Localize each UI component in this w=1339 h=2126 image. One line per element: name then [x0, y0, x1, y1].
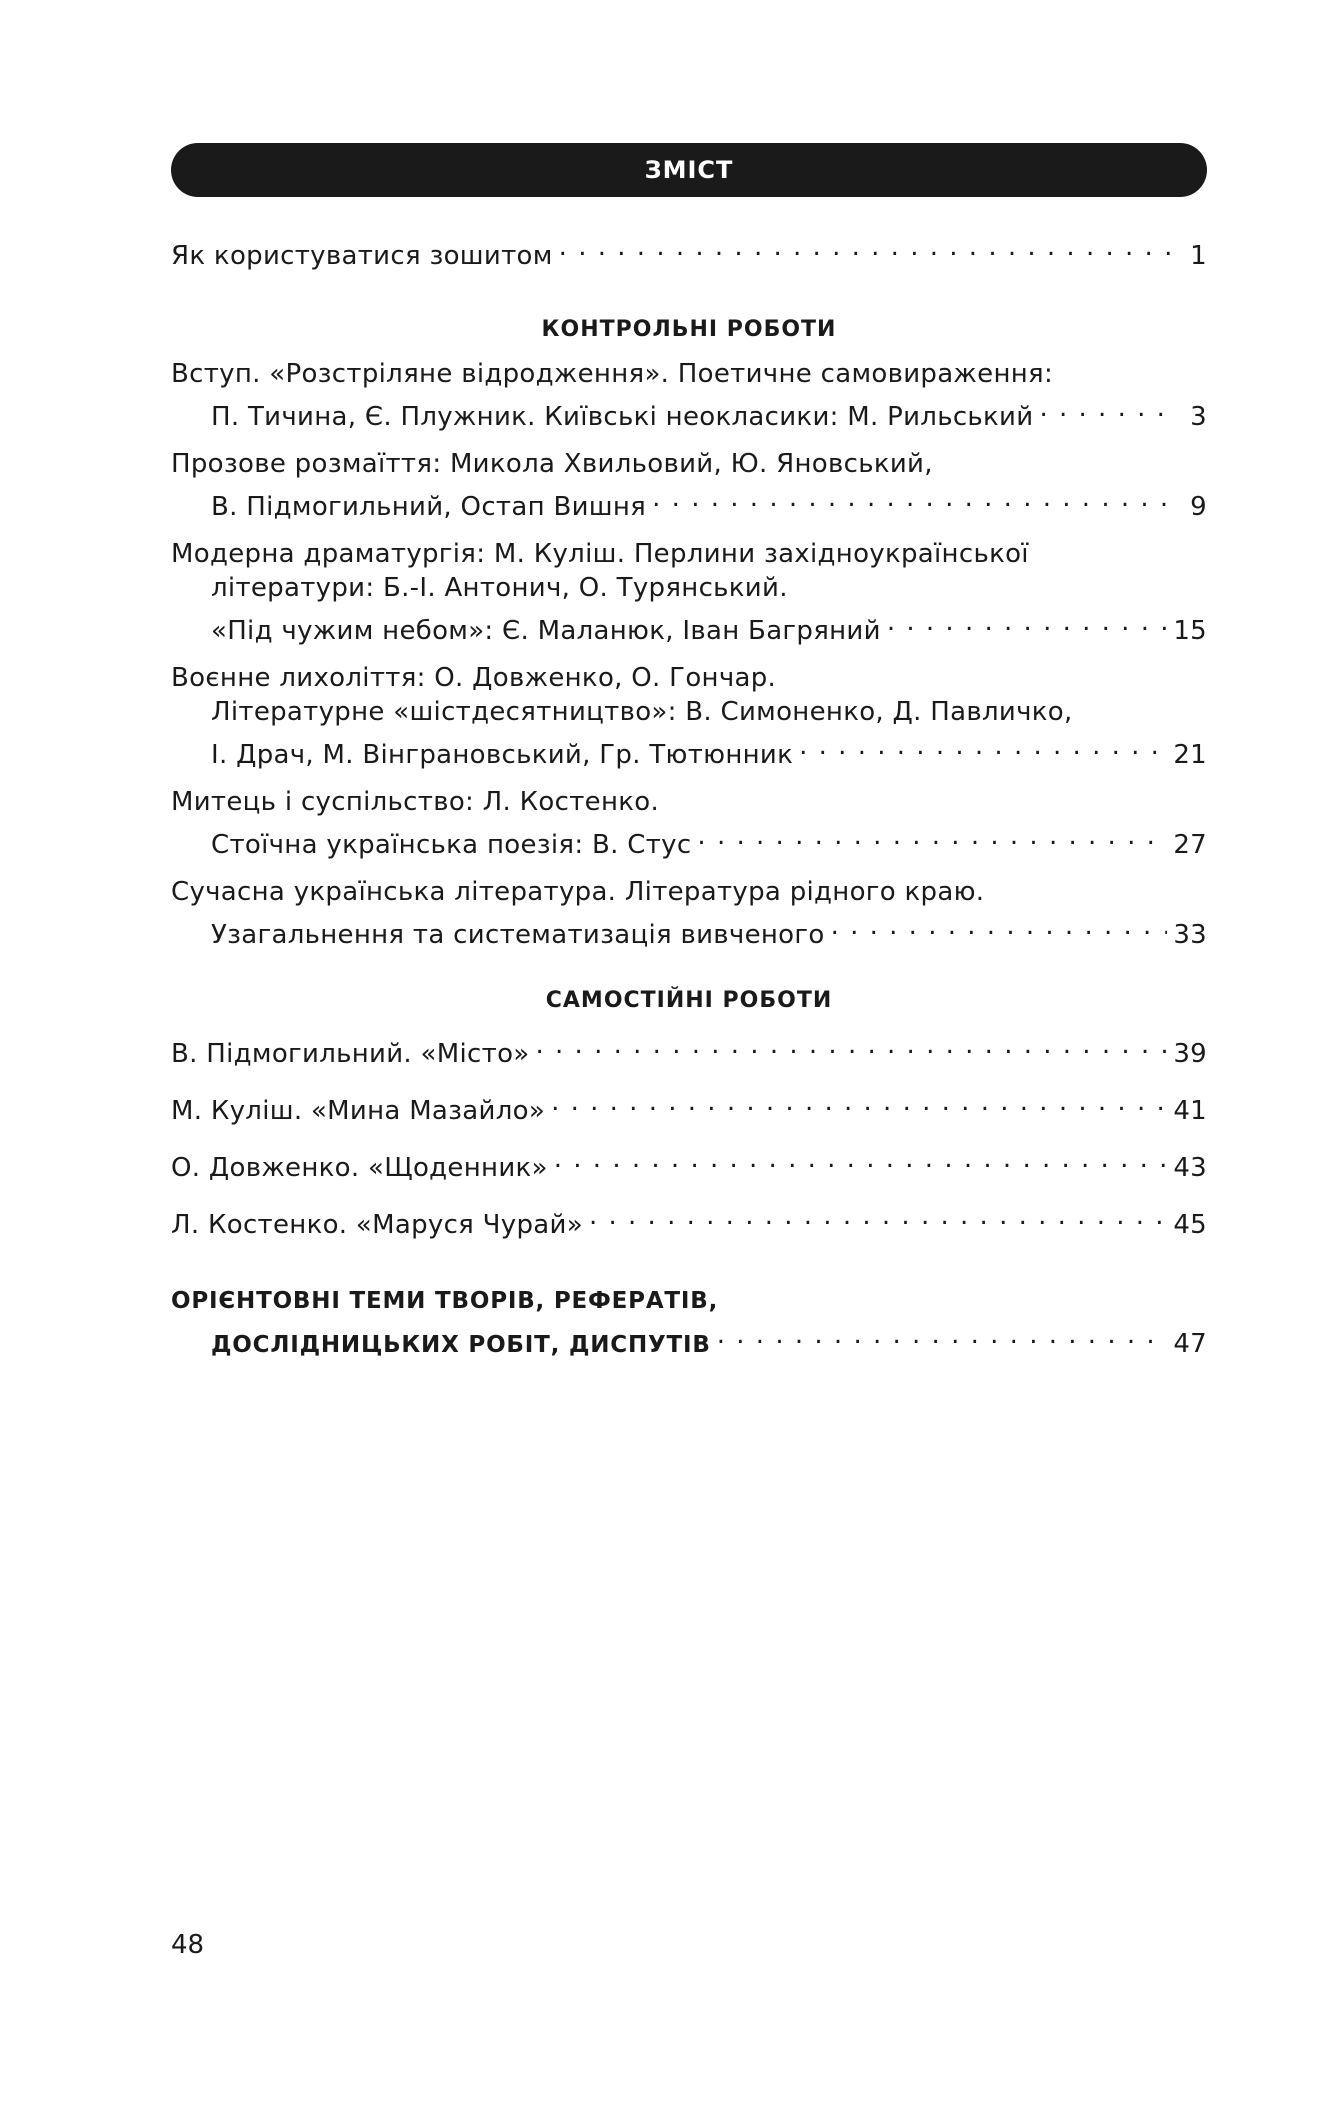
toc-page-number: 45: [1173, 1210, 1207, 1240]
toc-page-number: 21: [1173, 740, 1207, 770]
toc-entry-title: Л. Костенко. «Маруся Чурай»: [171, 1210, 583, 1240]
table-of-contents: [171, 230, 1207, 1375]
dot-leader: [554, 1142, 1168, 1176]
toc-page-number: 9: [1190, 492, 1207, 522]
toc-entry[interactable]: [171, 1085, 1207, 1128]
dot-leader: [559, 230, 1171, 264]
toc-page-number: 41: [1173, 1096, 1207, 1126]
toc-entry[interactable]: [171, 357, 1207, 434]
toc-entry-line: П. Тичина, Є. Плужник. Київські неокласики: М. Рильський: [211, 402, 1034, 432]
toc-entry-line: «Під чужим небом»: Є. Маланюк, Іван Багряний: [211, 616, 881, 646]
toc-entry[interactable]: [171, 1028, 1207, 1071]
toc-page-number: 27: [1173, 830, 1207, 860]
toc-entry-line: І. Драч, М. Вінграновський, Гр. Тютюнник: [211, 740, 794, 770]
toc-entry-line: літератури: Б.-І. Антонич, О. Турянський.: [211, 573, 788, 603]
toc-entry-title: В. Підмогильний. «Місто»: [171, 1039, 530, 1069]
dot-leader: [717, 1318, 1168, 1352]
toc-entry-title: М. Куліш. «Мина Мазайло»: [171, 1096, 546, 1126]
toc-entry[interactable]: [171, 785, 1207, 862]
toc-entry[interactable]: [171, 875, 1207, 952]
page-number: 48: [171, 1930, 205, 1960]
toc-entry-line: В. Підмогильний, Остап Вишня: [211, 492, 647, 522]
toc-entry-line: Сучасна українська література. Література рідного краю.: [171, 877, 985, 907]
dot-leader: [831, 909, 1168, 943]
toc-entry[interactable]: [171, 537, 1207, 648]
toc-page-number: 43: [1173, 1153, 1207, 1183]
dot-leader: [1039, 391, 1171, 425]
toc-entry-line: Стоїчна українська поезія: В. Стус: [211, 830, 692, 860]
toc-entry[interactable]: [171, 1199, 1207, 1242]
toc-page-number: 33: [1173, 920, 1207, 950]
dot-leader: [589, 1199, 1167, 1233]
toc-page-number: 39: [1173, 1039, 1207, 1069]
toc-entry-line: Модерна драматургія: М. Куліш. Перлини західноукраїнської: [171, 539, 1029, 569]
toc-entry-line: Прозове розмаїття: Микола Хвильовий, Ю. Яновський,: [171, 449, 933, 479]
contents-title-bar: [171, 143, 1207, 197]
dot-leader: [551, 1085, 1167, 1119]
toc-page-number: 1: [1190, 241, 1207, 271]
toc-entry[interactable]: [171, 661, 1207, 772]
toc-entry-line: Воєнне лихоліття: О. Довженко, О. Гончар.: [171, 663, 777, 693]
toc-entry[interactable]: [171, 1142, 1207, 1185]
toc-entry[interactable]: [171, 447, 1207, 524]
dot-leader: [799, 729, 1167, 763]
toc-entry-line: ОРІЄНТОВНІ ТЕМИ ТВОРІВ, РЕФЕРАТІВ,: [171, 1288, 719, 1314]
dot-leader: [697, 819, 1167, 853]
toc-entry-topics[interactable]: [171, 1284, 1207, 1362]
section-heading-independent-work: САМОСТІЙНІ РОБОТИ: [545, 988, 833, 1013]
dot-leader: [652, 481, 1171, 515]
section-heading-tests: КОНТРОЛЬНІ РОБОТИ: [541, 317, 837, 342]
toc-entry-title: О. Довженко. «Щоденник»: [171, 1153, 548, 1183]
dot-leader: [887, 605, 1167, 639]
toc-entry-intro[interactable]: [171, 230, 1207, 273]
toc-page-number: 3: [1190, 402, 1207, 432]
toc-entry-line: ДОСЛІДНИЦЬКИХ РОБІТ, ДИСПУТІВ: [211, 1332, 711, 1358]
toc-page-number: 15: [1173, 616, 1207, 646]
toc-page-number: 47: [1173, 1329, 1207, 1359]
toc-entry-line: Вступ. «Розстріляне відродження». Поетичне самовираження:: [171, 359, 1054, 389]
toc-entry-line: Літературне «шістдесятництво»: В. Симоненко, Д. Павличко,: [211, 697, 1073, 727]
toc-entry-line: Узагальнення та систематизація вивченого: [211, 920, 825, 950]
dot-leader: [535, 1028, 1167, 1062]
toc-entry-line: Митець і суспільство: Л. Костенко.: [171, 787, 660, 817]
contents-title: ЗМІСТ: [644, 156, 734, 184]
toc-entry-title: Як користуватися зошитом: [171, 241, 553, 271]
